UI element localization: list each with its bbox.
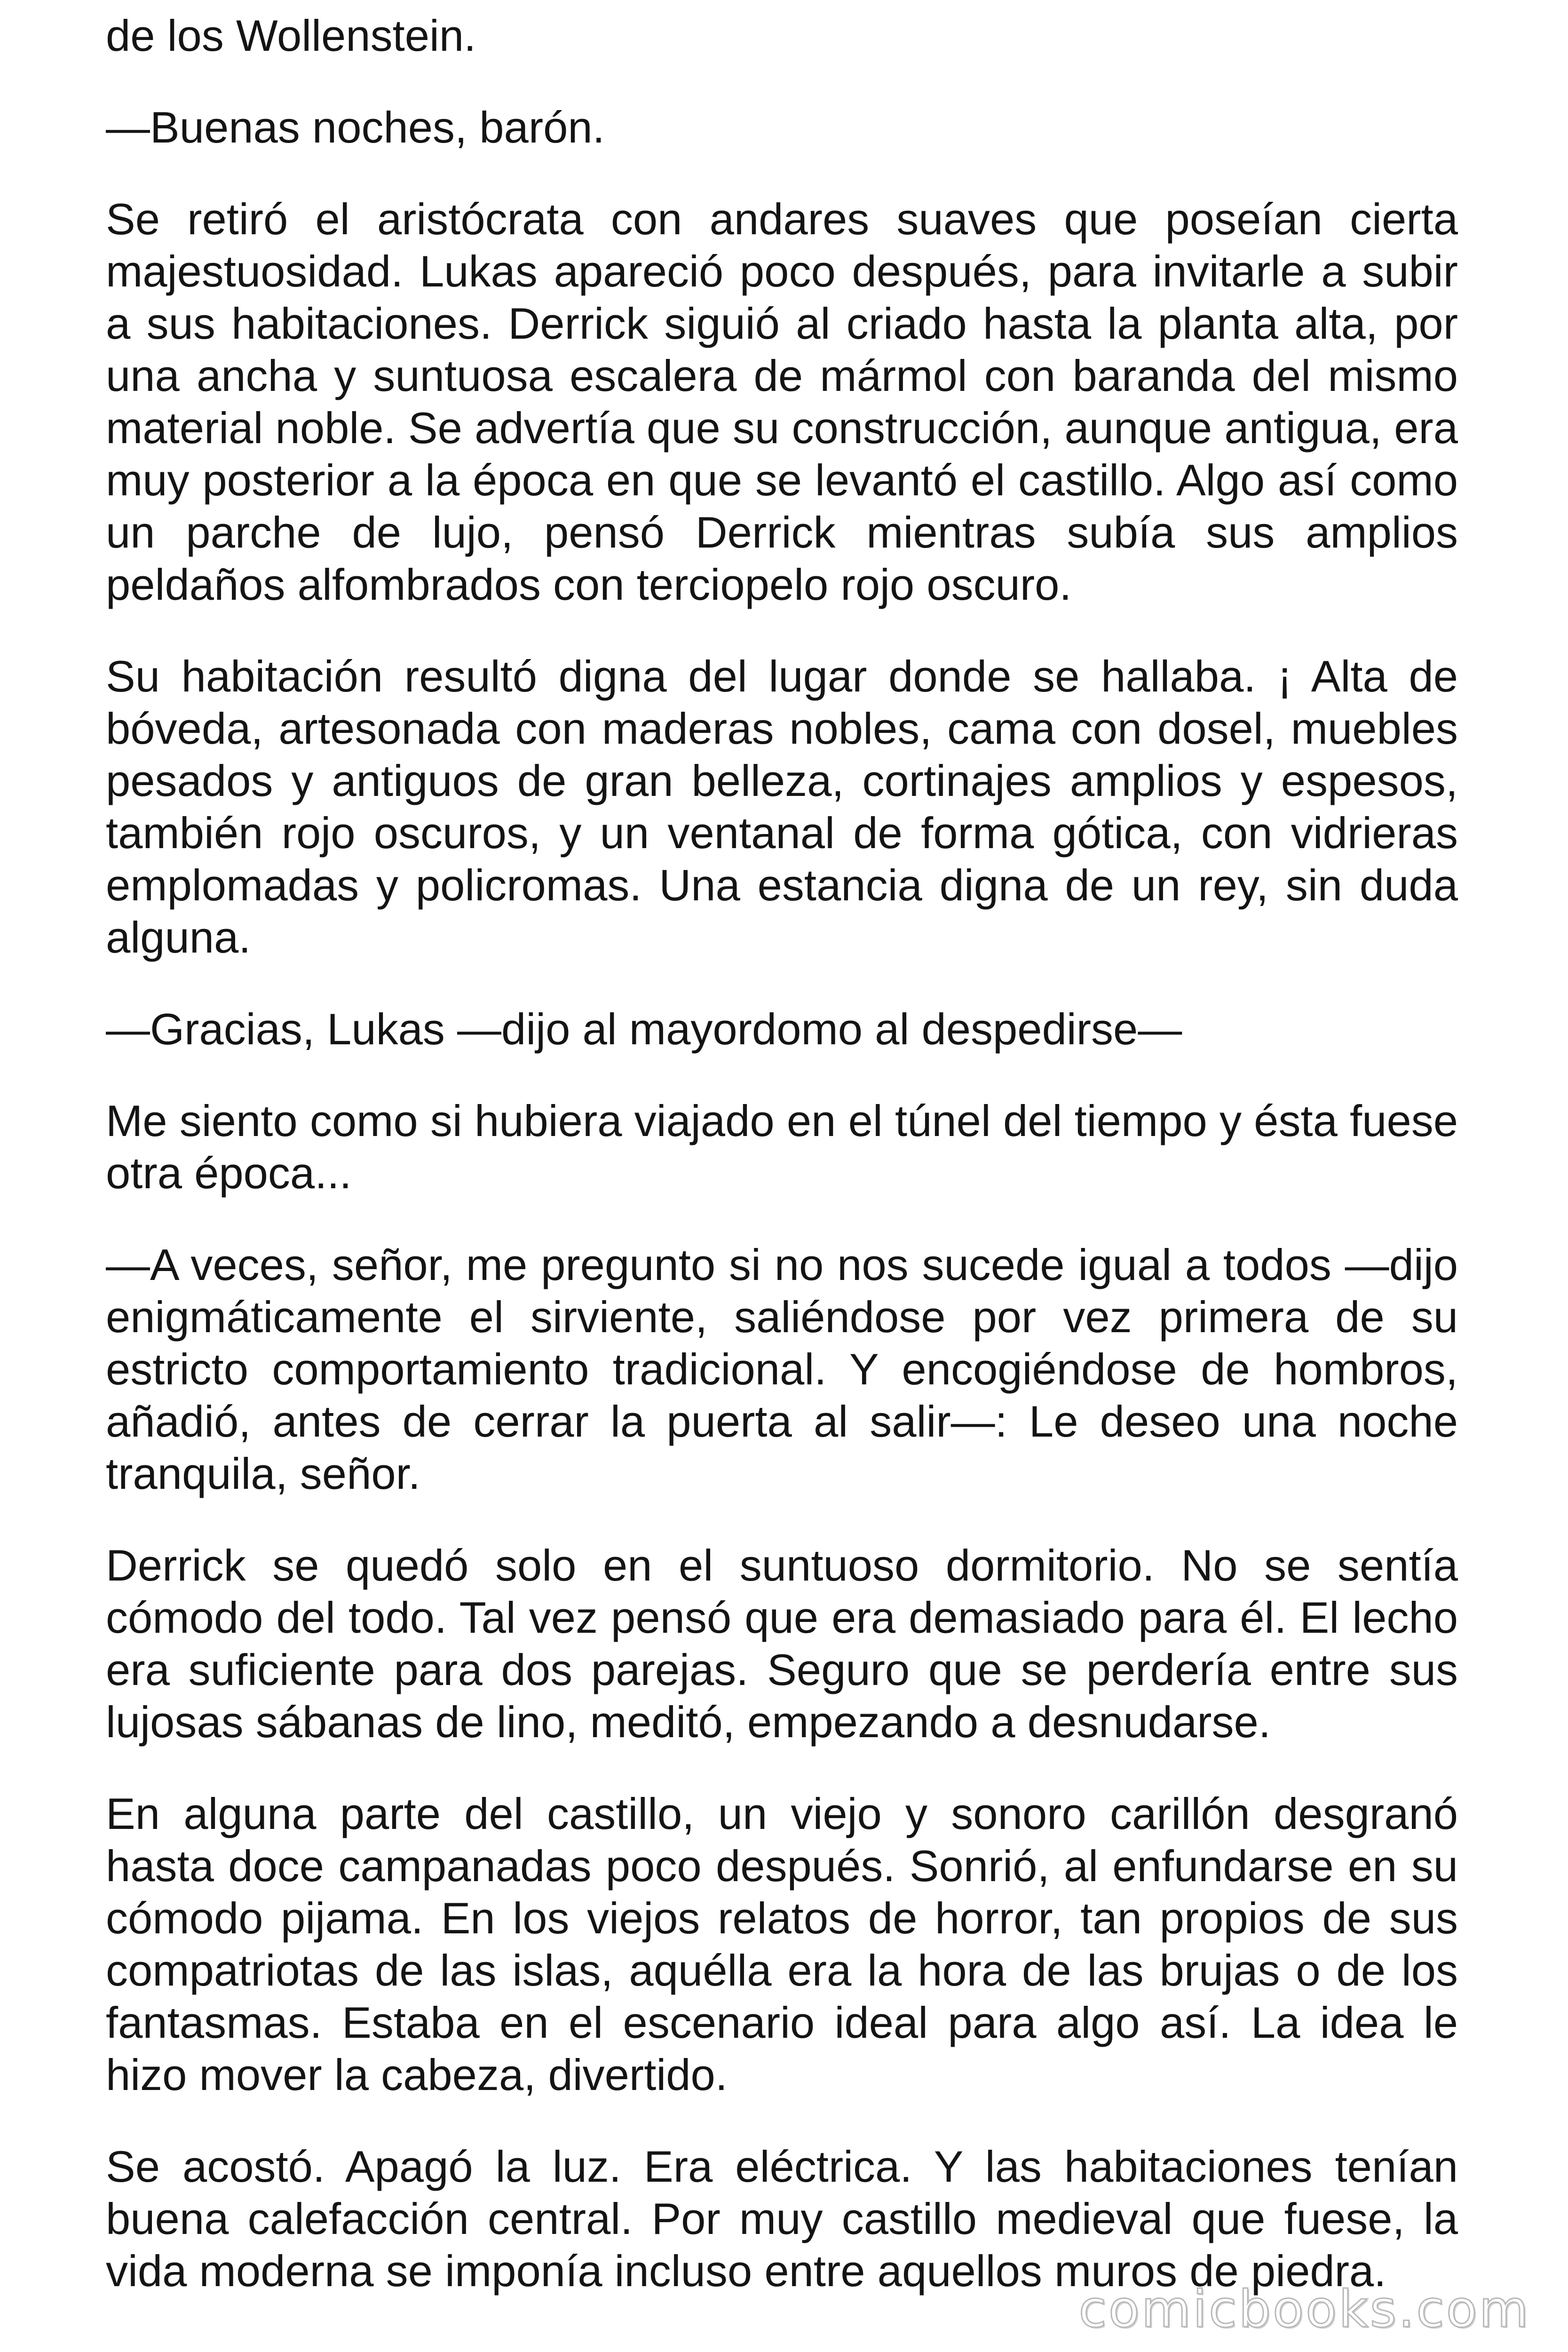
watermark: comicbooks.com bbox=[1078, 2280, 1530, 2339]
page-text bbox=[106, 9, 1458, 2297]
paragraph-6: Me siento como si hubiera viajado en el túnel del tiempo y ésta fuese otra época... bbox=[106, 1096, 1458, 1198]
paragraph-5: —Gracias, Lukas —dijo al mayordomo al despedirse— bbox=[106, 1004, 1182, 1054]
paragraph-8: Derrick se quedó solo en el suntuoso dormitorio. No se sentía cómodo del todo. Tal vez pensó que era demasiado para él. El lecho era suficiente para dos parejas. Seguro que se perdería entre sus lujosas sábanas de lino, meditó, empezando a desnudarse. bbox=[106, 1541, 1458, 1747]
paragraph-10: Se acostó. Apagó la luz. Era eléctrica. Y las habitaciones tenían buena calefacción central. Por muy castillo medieval que fuese, la vida moderna se imponía incluso entre aquellos muros de piedra. bbox=[106, 2142, 1458, 2296]
paragraph-4: Su habitación resultó digna del lugar donde se hallaba. ¡ Alta de bóveda, artesonada con maderas nobles, cama con dosel, muebles pesados y antiguos de gran belleza, cortinajes amplios y espesos, también rojo oscuros, y un ventanal de forma gótica, con vidrieras emplomadas y policromas. Una estancia digna de un rey, sin duda alguna. bbox=[106, 652, 1458, 962]
paragraph-7: —A veces, señor, me pregunto si no nos sucede igual a todos —dijo enigmáticamente el sirviente, saliéndose por vez primera de su estricto comportamiento tradicional. Y encogiéndose de hombros, añadió, antes de cerrar la puerta al salir—: Le deseo una noche tranquila, señor. bbox=[106, 1240, 1458, 1498]
paragraph-2: —Buenas noches, barón. bbox=[106, 103, 605, 152]
paragraph-9: En alguna parte del castillo, un viejo y sonoro carillón desgranó hasta doce campanadas poco después. Sonrió, al enfundarse en su cómodo pijama. En los viejos relatos de horror, tan propios de sus compatriotas de las islas, aquélla era la hora de las brujas o de los fantasmas. Estaba en el escenario ideal para algo así. La idea le hizo mover la cabeza, divertido. bbox=[106, 1789, 1458, 2099]
paragraph-1: de los Wollenstein. bbox=[106, 11, 476, 60]
paragraph-3: Se retiró el aristócrata con andares suaves que poseían cierta majestuosidad. Lukas apareció poco después, para invitarle a subir a sus habitaciones. Derrick siguió al criado hasta la planta alta, por una ancha y suntuosa escalera de mármol con baranda del mismo material noble. Se advertía que su construcción, aunque antigua, era muy posterior a la época en que se levantó el castillo. Algo así como un parche de lujo, pensó Derrick mientras subía sus amplios peldaños alfombrados con terciopelo rojo oscuro. bbox=[106, 194, 1458, 609]
